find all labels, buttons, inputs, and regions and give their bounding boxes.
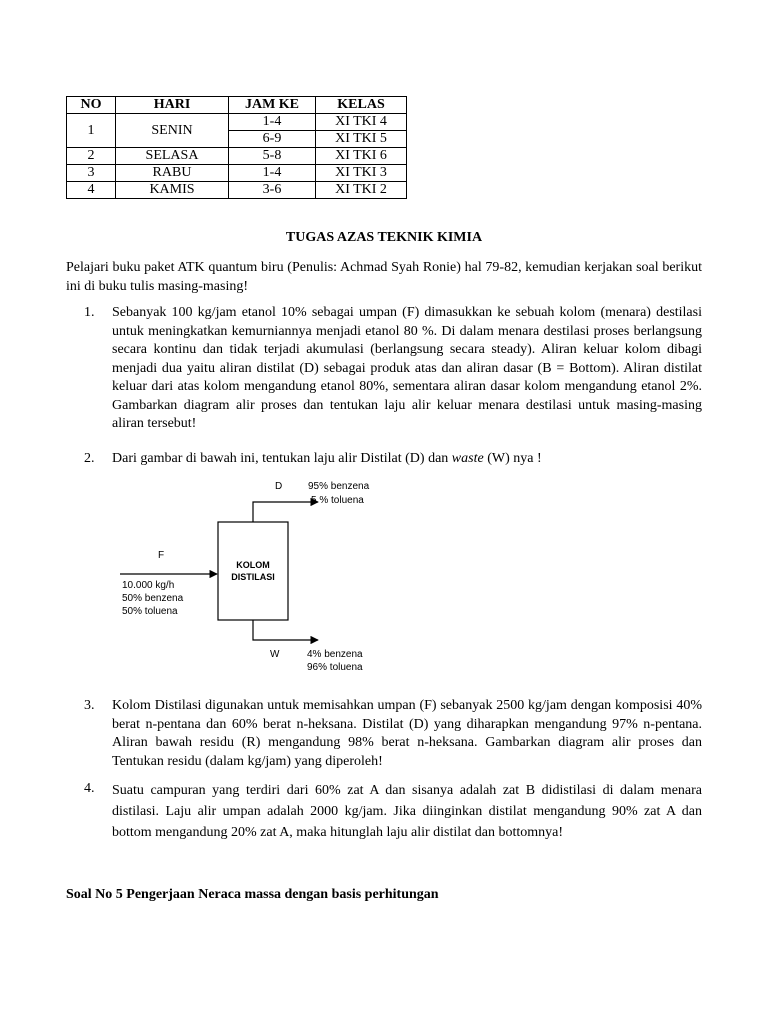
question-text-part: Dari gambar di bawah ini, tentukan laju alir Distilat (D) dan	[112, 451, 452, 466]
table-row	[67, 165, 407, 182]
question-1	[84, 304, 702, 434]
cell-kelas: XI TKI 4	[316, 114, 407, 131]
feed-rate: 10.000 kg/h	[122, 580, 175, 591]
cell-no: 2	[67, 148, 116, 165]
distillation-diagram	[0, 470, 768, 680]
cell-jam: 1-4	[229, 114, 316, 131]
feed-label: F	[158, 550, 165, 561]
feed-composition: 50% toluena	[122, 606, 178, 617]
question-4	[84, 780, 702, 843]
table-row	[67, 182, 407, 199]
cell-hari: RABU	[116, 165, 229, 182]
question-text	[112, 450, 702, 469]
cell-hari: KAMIS	[116, 182, 229, 199]
question-text: Sebanyak 100 kg/jam etanol 10% sebagai umpan (F) dimasukkan ke sebuah kolom (menara) destilasi untuk meningkatkan kemurniannya menjadi etanol 80 %. Di dalam menara destilasi proses berlangsung secara kontinu dan tidak terjadi akumulasi (berlangsung secara steady). Aliran keluar kolom dibagi menjadi dua yaitu aliran distilat (D) sebagai produk atas dan aliran dasar (B = Bottom). Aliran distilat keluar dari atas kolom mengandung etanol 80%, sementara aliran dasar kolom mengandung etanol 2%. Gambarkan diagram alir proses dan tentukan laju alir keluar menara destilasi untuk masing-masing aliran tersebut!	[112, 305, 702, 431]
table-row	[67, 114, 407, 131]
header-hari: HARI	[116, 97, 229, 114]
question-number: 2.	[84, 451, 95, 466]
header-kelas: KELAS	[316, 97, 407, 114]
question-3	[84, 697, 702, 771]
cell-kelas: XI TKI 5	[316, 131, 407, 148]
question-text: Kolom Distilasi digunakan untuk memisahkan umpan (F) sebanyak 2500 kg/jam dengan komposisi 40% berat n-pentana dan 60% berat n-heksana. Distilat (D) yang diharapkan mengandung 97% n-pentana. Aliran bawah residu (R) mengandung 98% berat n-heksana. Gambarkan diagram alir proses dan Tentukan residu (dalam kg/jam) yang diperoleh!	[112, 698, 702, 769]
header-jam-ke: JAM KE	[229, 97, 316, 114]
waste-arrow	[253, 620, 318, 640]
header-no: NO	[67, 97, 116, 114]
distillate-label: D	[275, 481, 283, 492]
cell-hari: SELASA	[116, 148, 229, 165]
schedule-table	[66, 96, 407, 199]
question-text: Suatu campuran yang terdiri dari 60% zat A dan sisanya adalah zat B didistilasi di dalam menara distilasi. Laju alir umpan adalah 2000 kg/jam. Jika diinginkan distilat mengandung 90% zat A dan bottom mengandung 20% zat A, maka hitunglah laju alir distilat dan bottomnya!	[112, 783, 702, 840]
cell-jam: 6-9	[229, 131, 316, 148]
column-label: DISTILASI	[231, 572, 275, 582]
column-label: KOLOM	[236, 560, 270, 570]
question-number: 4.	[84, 781, 95, 796]
cell-no: 4	[67, 182, 116, 199]
table-header-row	[67, 97, 407, 114]
distillate-composition: 5 % toluena	[311, 495, 364, 506]
question-2	[84, 450, 702, 469]
cell-jam: 1-4	[229, 165, 316, 182]
intro-paragraph: Pelajari buku paket ATK quantum biru (Penulis: Achmad Syah Ronie) hal 79-82, kemudian kerjakan soal berikut ini di buku tulis masing-masing!	[66, 260, 702, 294]
cell-kelas: XI TKI 6	[316, 148, 407, 165]
page-title: TUGAS AZAS TEKNIK KIMIA	[285, 230, 483, 245]
cell-no: 3	[67, 165, 116, 182]
question-number: 3.	[84, 698, 95, 713]
question-text-part: (W) nya !	[483, 451, 542, 466]
distillate-composition: 95% benzena	[308, 481, 370, 492]
section-heading-soal-5: Soal No 5 Pengerjaan Neraca massa dengan basis perhitungan	[66, 887, 439, 902]
waste-composition: 96% toluena	[307, 662, 363, 673]
question-text-italic: waste	[451, 451, 484, 466]
distillate-arrow	[253, 502, 318, 522]
cell-kelas: XI TKI 3	[316, 165, 407, 182]
cell-jam: 5-8	[229, 148, 316, 165]
waste-composition: 4% benzena	[307, 649, 363, 660]
cell-jam: 3-6	[229, 182, 316, 199]
feed-composition: 50% benzena	[122, 593, 184, 604]
waste-label: W	[270, 649, 280, 660]
cell-no: 1	[67, 114, 116, 148]
question-number: 1.	[84, 305, 95, 320]
distillation-column	[218, 522, 288, 620]
table-row	[67, 148, 407, 165]
cell-hari: SENIN	[116, 114, 229, 148]
cell-kelas: XI TKI 2	[316, 182, 407, 199]
